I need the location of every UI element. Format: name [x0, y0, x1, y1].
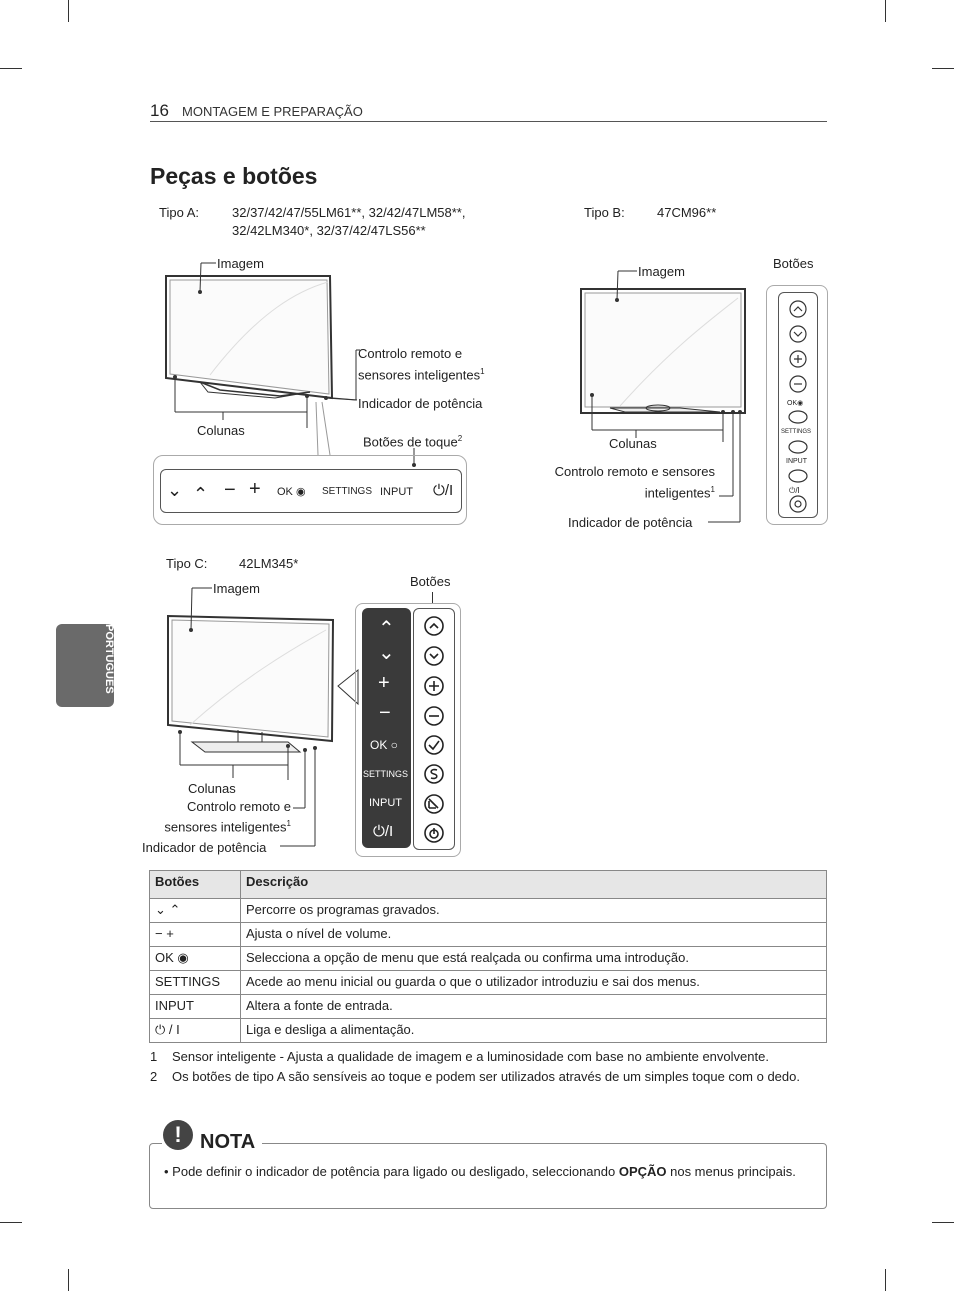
type-c-indicador: Indicador de potência	[142, 840, 267, 855]
type-b-controlo-1: Controlo remoto e sensores	[554, 464, 715, 479]
type-b-input: INPUT	[786, 458, 807, 465]
channel-down-icon: ⌄	[167, 480, 183, 500]
type-c-down-icon: ⌄	[378, 642, 395, 664]
table-header: Descrição	[241, 871, 827, 899]
type-b-button-panel	[778, 292, 818, 518]
power-icon: ⏻/I	[433, 482, 454, 499]
type-c-dark-panel	[362, 608, 411, 848]
type-c-botoes: Botões	[410, 574, 451, 589]
footnote-2-text: Os botões de tipo A são sensíveis ao toque e podem ser utilizados através de um simples toque com o dedo.	[172, 1069, 800, 1084]
type-b-botoes: Botões	[773, 256, 814, 271]
type-c-minus-icon: −	[379, 702, 391, 724]
buttons-table	[149, 870, 827, 1043]
header-rule	[150, 121, 827, 122]
type-c-ok: OK ○	[370, 738, 398, 752]
table-row: − + Ajusta o nível de volume.	[150, 923, 827, 947]
type-c-power: ⏻/I	[373, 823, 394, 840]
section-title: MONTAGEM E PREPARAÇÃO	[182, 104, 363, 119]
type-c-colunas: Colunas	[188, 781, 236, 796]
table-row: SETTINGS Acede ao menu inicial ou guarda o que o utilizador introduziu e sai dos menus.	[150, 971, 827, 995]
table-row: OK ◉ Selecciona a opção de menu que está realçada ou confirma uma introdução.	[150, 947, 827, 971]
type-a-models-2: 32/42LM340*, 32/37/42/47LS56**	[232, 223, 426, 238]
type-c-controlo-2: sensores inteligentes$^1$	[164, 819, 291, 835]
settings-label: SETTINGS	[322, 486, 373, 497]
type-c-label: Tipo C:	[166, 556, 208, 571]
volume-up-icon: +	[249, 478, 261, 500]
page-title: Peças e botões	[150, 163, 318, 189]
type-a-label: Tipo A:	[159, 205, 199, 220]
type-a-models-1: 32/37/42/47/55LM61**, 32/42/47LM58**,	[232, 205, 466, 220]
type-b-settings: SETTINGS	[781, 429, 812, 435]
type-a-controlo-2: sensores inteligentes$^1$	[358, 367, 485, 383]
input-label: INPUT	[380, 486, 413, 498]
type-b-model: 47CM96**	[657, 205, 717, 220]
type-b-colunas: Colunas	[609, 436, 657, 451]
language-tab: PORTUGUÊS	[56, 624, 114, 707]
ok-label: OK ◉	[277, 486, 306, 498]
table-header: Botões	[150, 871, 241, 899]
type-b-power: ⏻/I	[789, 486, 800, 495]
type-c-settings: SETTINGS	[363, 769, 409, 779]
type-a-indicador: Indicador de potência	[358, 396, 483, 411]
type-c-up-icon: ⌃	[378, 618, 395, 640]
warning-icon: !	[163, 1120, 193, 1150]
type-a-botoes-toque: Botões de toque$^2$	[363, 434, 463, 450]
footnote-1-num: 1	[150, 1049, 158, 1064]
type-a-imagem: Imagem	[217, 256, 264, 271]
type-b-controlo-2: inteligentes$^1$	[644, 485, 715, 501]
footnote-2-num: 2	[150, 1069, 158, 1084]
table-row: ⏻ / I Liga e desliga a alimentação.	[150, 1019, 827, 1043]
channel-up-icon: ⌃	[193, 484, 209, 504]
type-a-touch-strip	[160, 469, 462, 513]
table-row: ⌄ ⌃ Percorre os programas gravados.	[150, 899, 827, 923]
type-b-ok: OK◉	[787, 400, 804, 407]
note-title: NOTA	[200, 1131, 256, 1153]
footnote-1-text: Sensor inteligente - Ajusta a qualidade de imagem e a luminosidade com base no ambiente envolvente.	[172, 1049, 769, 1064]
type-c-controlo-1: Controlo remoto e	[186, 799, 291, 814]
type-c-model: 42LM345*	[239, 556, 299, 571]
type-c-icon-panel	[413, 608, 455, 850]
type-c-input: INPUT	[369, 797, 402, 809]
type-a-controlo-1: Controlo remoto e	[358, 346, 463, 361]
type-c-plus-icon: +	[378, 672, 390, 694]
note-text: • Pode definir o indicador de potência para ligado ou desligado, seleccionando OPÇÃO nos menus principais.	[164, 1164, 796, 1179]
type-b-label: Tipo B:	[584, 205, 625, 220]
type-c-imagem: Imagem	[213, 581, 260, 596]
page-number: 16	[150, 101, 169, 120]
type-b-imagem: Imagem	[638, 264, 685, 279]
volume-down-icon: −	[224, 479, 236, 501]
table-row: INPUT Altera a fonte de entrada.	[150, 995, 827, 1019]
type-b-indicador: Indicador de potência	[568, 515, 693, 530]
type-a-colunas: Colunas	[197, 423, 245, 438]
